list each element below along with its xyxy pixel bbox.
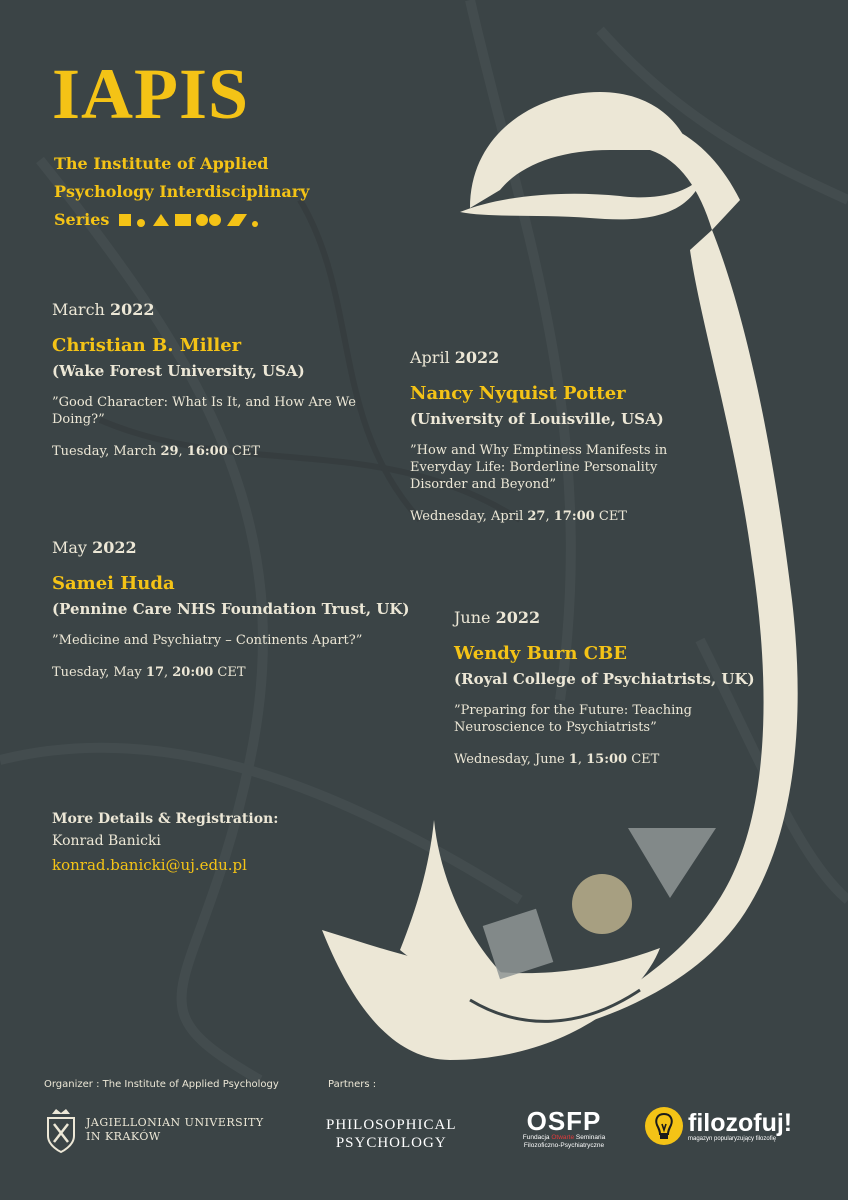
timezone: CET bbox=[227, 444, 261, 459]
timezone: CET bbox=[627, 752, 660, 767]
subtitle-line-3 bbox=[54, 206, 309, 234]
triangle-icon bbox=[628, 828, 716, 898]
filozofuj-logo[interactable] bbox=[644, 1106, 792, 1146]
philosophical-psychology-logo[interactable] bbox=[326, 1116, 457, 1152]
osfp-sub-a: Fundacja bbox=[522, 1134, 552, 1141]
date-day: 1 bbox=[568, 752, 578, 767]
event-time: 16:00 bbox=[186, 444, 228, 459]
osfp-logo[interactable] bbox=[504, 1108, 624, 1150]
talk-title: ”Preparing for the Future: Teaching Neuroscience to Psychiatrists” bbox=[454, 703, 692, 735]
event-datetime: Tuesday, May 17, 20:00 CET bbox=[52, 665, 246, 680]
uj-line-2: IN KRAKÓW bbox=[86, 1130, 161, 1143]
uj-logo[interactable] bbox=[44, 1106, 264, 1154]
date-day: 27 bbox=[527, 509, 546, 524]
speaker-affiliation: (Wake Forest University, USA) bbox=[52, 362, 305, 380]
contact-email-link[interactable]: konrad.banicki@uj.edu.pl bbox=[52, 856, 247, 874]
speaker-name: Nancy Nyquist Potter bbox=[410, 383, 626, 404]
square-icon bbox=[483, 909, 554, 980]
osfp-sub-b: Seminaria bbox=[574, 1134, 606, 1141]
osfp-subtitle-2: Filozoficzno-Psychiatryczne bbox=[523, 1142, 605, 1149]
organizer-label: Organizer : The Institute of Applied Psychology bbox=[44, 1079, 279, 1090]
uj-crest-icon bbox=[44, 1106, 78, 1154]
event-may bbox=[52, 538, 422, 680]
osfp-subtitle bbox=[504, 1134, 624, 1142]
filozofuj-subtitle: magazyn popularyzujący filozofię bbox=[688, 1136, 777, 1142]
event-time: 20:00 bbox=[172, 665, 214, 680]
event-march bbox=[52, 300, 392, 459]
contact-name: Konrad Banicki bbox=[52, 833, 161, 849]
date-day: 17 bbox=[145, 665, 164, 680]
event-datetime: Wednesday, April 27, 17:00 CET bbox=[410, 509, 627, 524]
speaker-affiliation: (University of Louisville, USA) bbox=[410, 410, 664, 428]
event-month bbox=[410, 348, 710, 367]
month-name: March bbox=[52, 300, 105, 319]
osfp-title: OSFP bbox=[526, 1106, 602, 1136]
month-year: 2022 bbox=[495, 608, 541, 627]
event-datetime: Tuesday, March 29, 16:00 CET bbox=[52, 444, 261, 459]
date-prefix: Tuesday, May bbox=[52, 665, 146, 680]
month-year: 2022 bbox=[109, 300, 155, 319]
timezone: CET bbox=[213, 665, 246, 680]
event-month bbox=[52, 538, 422, 557]
uj-name bbox=[86, 1116, 264, 1144]
talk-title: ”Medicine and Psychiatry – Continents Apart?” bbox=[52, 633, 363, 648]
contact-label: More Details & Registration: bbox=[52, 811, 279, 827]
pp-line-1: PHILOSOPHICAL bbox=[326, 1117, 457, 1133]
lightbulb-icon bbox=[644, 1106, 684, 1146]
speaker-affiliation: (Pennine Care NHS Foundation Trust, UK) bbox=[52, 600, 410, 618]
osfp-sub-accent: Otwarte bbox=[551, 1134, 575, 1141]
timezone: CET bbox=[594, 509, 627, 524]
month-name: April bbox=[410, 348, 450, 367]
talk-title: ”Good Character: What Is It, and How Are We Doing?” bbox=[52, 395, 356, 427]
event-time: 17:00 bbox=[553, 509, 595, 524]
contact-block bbox=[52, 808, 278, 876]
event-month bbox=[52, 300, 392, 319]
event-june bbox=[454, 608, 774, 767]
speaker-name: Samei Huda bbox=[52, 573, 175, 594]
subtitle-line-1: The Institute of Applied bbox=[54, 154, 269, 173]
date-prefix: Tuesday, March bbox=[52, 444, 161, 459]
series-label: Series bbox=[54, 210, 110, 229]
month-name: June bbox=[454, 608, 491, 627]
uj-line-1: JAGIELLONIAN UNIVERSITY bbox=[86, 1116, 264, 1129]
circle-icon bbox=[572, 874, 632, 934]
speaker-affiliation: (Royal College of Psychiatrists, UK) bbox=[454, 670, 755, 688]
month-year: 2022 bbox=[454, 348, 500, 367]
page-title: IAPIS bbox=[52, 54, 250, 134]
page-subtitle bbox=[54, 150, 309, 234]
series-shapes-icon bbox=[117, 211, 297, 229]
date-prefix: Wednesday, June bbox=[454, 752, 569, 767]
subtitle-line-2: Psychology Interdisciplinary bbox=[54, 182, 310, 201]
month-name: May bbox=[52, 538, 87, 557]
event-time: 15:00 bbox=[586, 752, 628, 767]
event-month bbox=[454, 608, 774, 627]
month-year: 2022 bbox=[92, 538, 137, 557]
geometric-shapes bbox=[470, 820, 730, 1000]
event-april bbox=[410, 348, 710, 524]
pp-line-2: PSYCHOLOGY bbox=[335, 1135, 447, 1151]
speaker-name: Wendy Burn CBE bbox=[454, 643, 627, 664]
event-datetime: Wednesday, June 1, 15:00 CET bbox=[454, 752, 660, 767]
talk-title: ”How and Why Emptiness Manifests in Everyday Life: Borderline Personality Disorder and Beyond” bbox=[410, 443, 668, 492]
date-day: 29 bbox=[160, 444, 179, 459]
speaker-name: Christian B. Miller bbox=[52, 335, 242, 356]
date-prefix: Wednesday, April bbox=[410, 509, 528, 524]
partners-label: Partners : bbox=[328, 1079, 377, 1090]
filozofuj-title: filozofuj! bbox=[688, 1109, 793, 1137]
